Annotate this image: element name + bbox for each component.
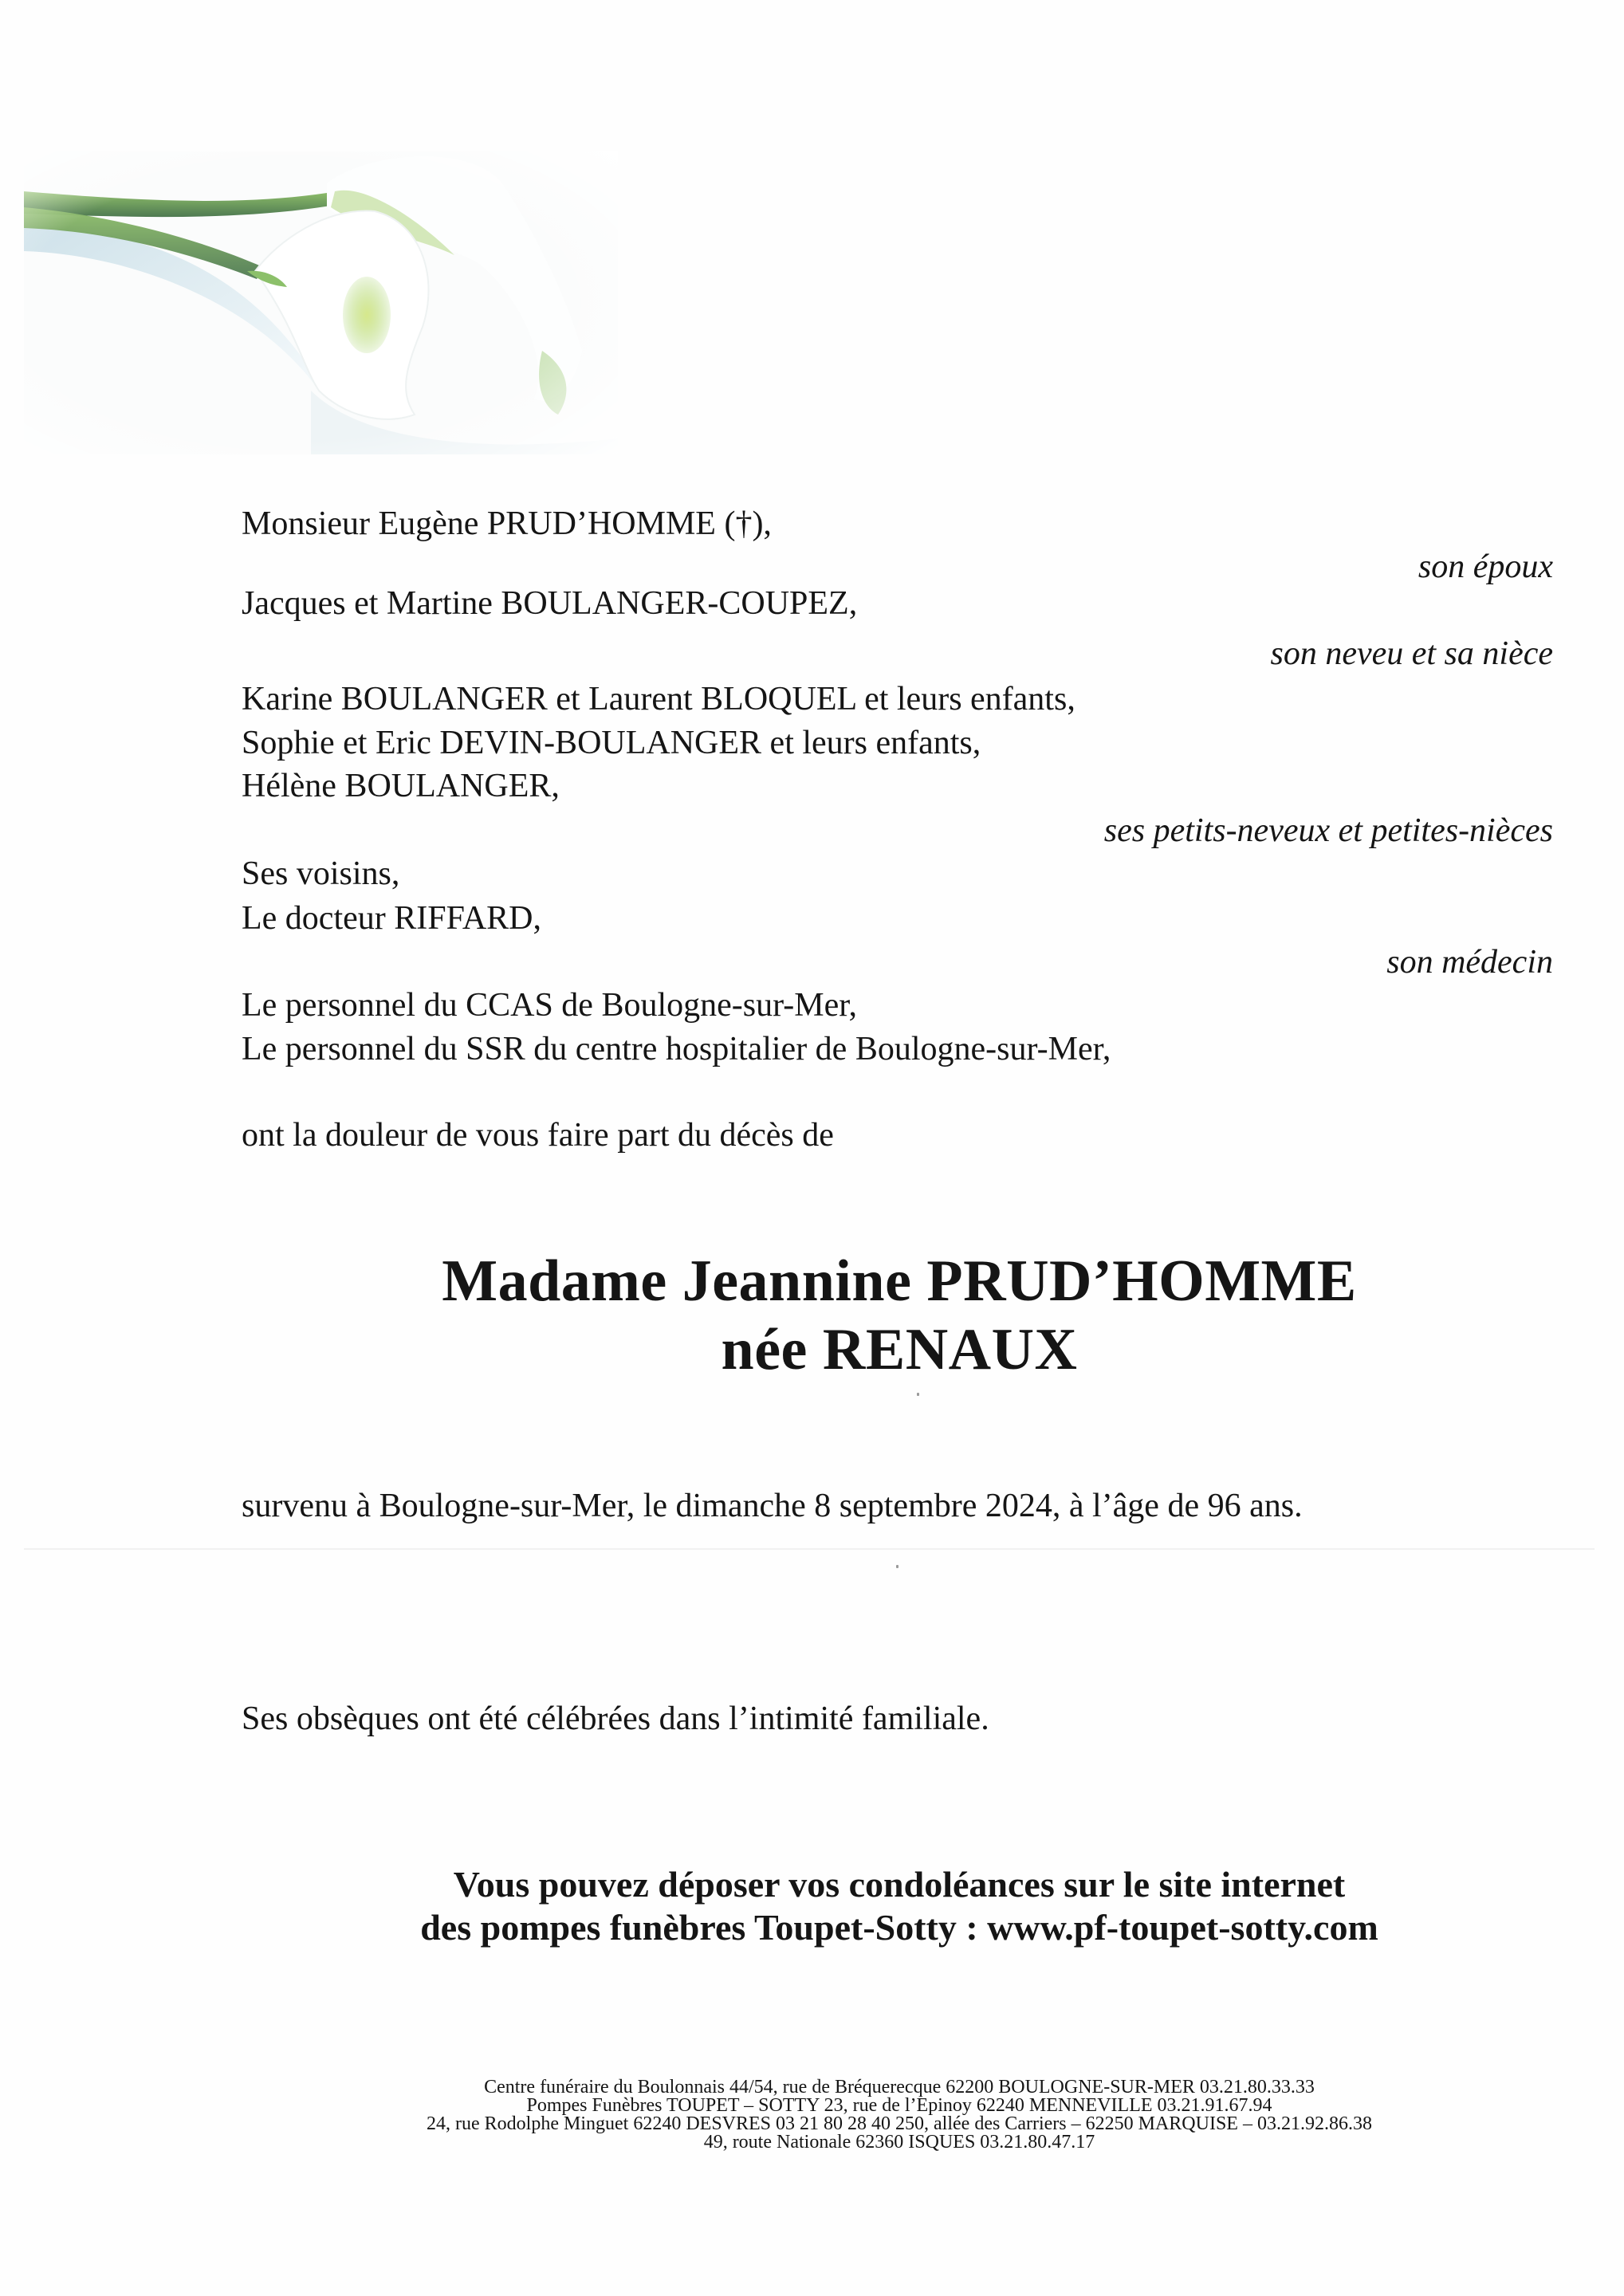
relation-label: ses petits-neveux et petites-nièces (1103, 812, 1553, 849)
deceased-name: Madame Jeannine PRUD’HOMME (442, 1248, 1357, 1314)
announcer-line: Sophie et Eric DEVIN-BOULANGER et leurs enfants, (242, 725, 981, 761)
footer-address-line: 24, rue Rodolphe Minguet 62240 DESVRES 03 21 80 28 40 250, allée des Carriers – 62250 MARQUISE – 03.21.92.86.38 (427, 2113, 1372, 2134)
announcer-line: Hélène BOULANGER, (242, 768, 560, 804)
announcer-line: Monsieur Eugène PRUD’HOMME (†), (242, 505, 772, 542)
footer-address-line: Centre funéraire du Boulonnais 44/54, rue de Bréquerecque 62200 BOULOGNE-SUR-MER 03.21.80.33.33 (484, 2077, 1315, 2097)
announcer-line: Le personnel du SSR du centre hospitalier de Boulogne-sur-Mer, (242, 1031, 1111, 1067)
announcer-line: Jacques et Martine BOULANGER-COUPEZ, (242, 585, 858, 622)
scan-speck (896, 1565, 899, 1568)
funeral-note: Ses obsèques ont été célébrées dans l’intimité familiale. (242, 1700, 989, 1737)
scan-artifact-line (24, 1548, 1595, 1550)
scan-speck (917, 1393, 919, 1396)
announcer-line: Karine BOULANGER et Laurent BLOQUEL et leurs enfants, (242, 681, 1075, 718)
announcer-line: Le personnel du CCAS de Boulogne-sur-Mer, (242, 987, 858, 1024)
illustration-vignette (24, 151, 618, 454)
footer-address-line: Pompes Funèbres TOUPET – SOTTY 23, rue de l’Epinoy 62240 MENNEVILLE 03.21.91.67.94 (526, 2095, 1272, 2116)
footer-address-line: 49, route Nationale 62360 ISQUES 03.21.80.47.17 (703, 2132, 1095, 2152)
calla-lily-illustration (24, 151, 618, 454)
death-details: survenu à Boulogne-sur-Mer, le dimanche 8 septembre 2024, à l’âge de 96 ans. (242, 1488, 1303, 1524)
condolences-website-line[interactable]: des pompes funèbres Toupet-Sotty : www.pf-toupet-sotty.com (420, 1907, 1378, 1948)
relation-label: son époux (1418, 548, 1553, 585)
announcer-line: Le docteur RIFFARD, (242, 900, 542, 937)
condolences-line-1: Vous pouvez déposer vos condoléances sur le site internet (453, 1864, 1346, 1905)
relation-label: son neveu et sa nièce (1270, 635, 1553, 672)
announcement-text: ont la douleur de vous faire part du décès de (242, 1117, 834, 1154)
deceased-maiden-name: née RENAUX (721, 1317, 1078, 1382)
announcer-line: Ses voisins, (242, 855, 400, 892)
relation-label: son médecin (1386, 944, 1553, 981)
